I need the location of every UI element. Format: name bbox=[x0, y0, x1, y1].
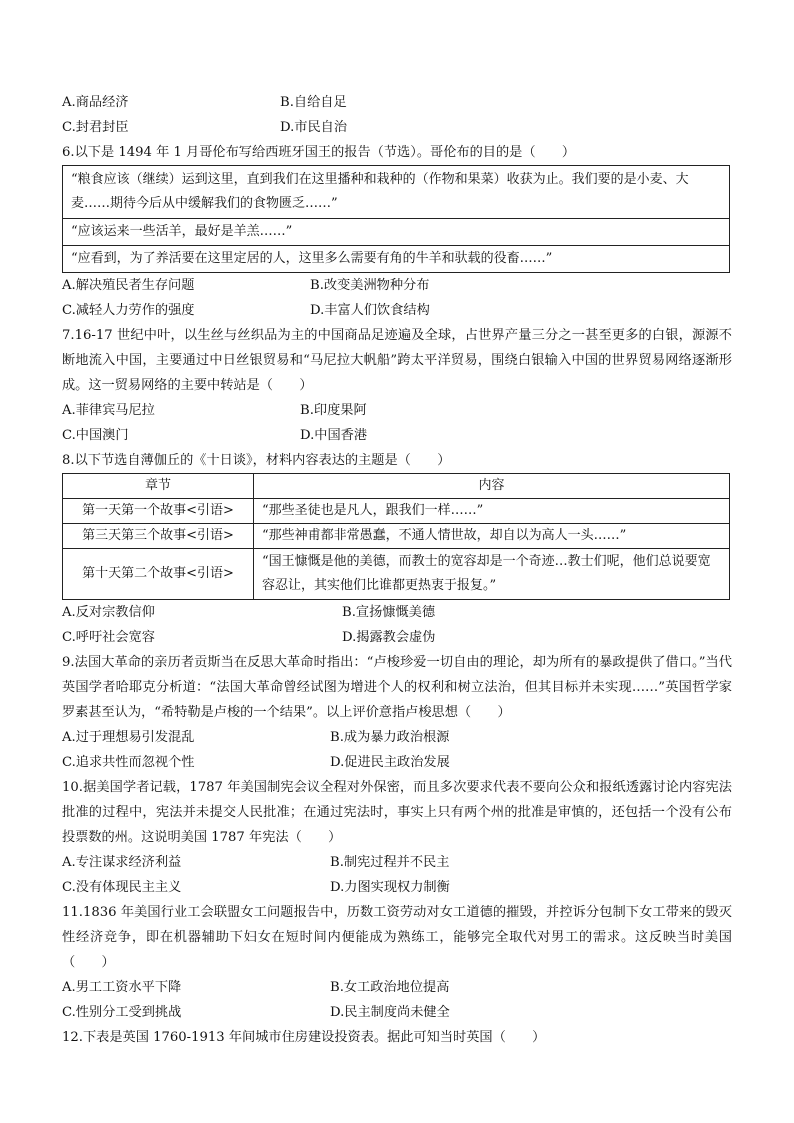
q6-option-d[interactable]: D.丰富人们饮食结构 bbox=[310, 303, 430, 318]
q11-option-b[interactable]: B.女工政治地位提高 bbox=[330, 980, 450, 995]
q10-option-d[interactable]: D.力图实现权力制衡 bbox=[330, 880, 450, 895]
q5-option-b[interactable]: B.自给自足 bbox=[280, 95, 347, 110]
q5-options-row2 bbox=[62, 115, 732, 140]
q8-options-row2 bbox=[62, 625, 732, 650]
q6-option-a[interactable]: A.解决殖民者生存问题 bbox=[62, 278, 195, 293]
q8-header-chapter: 章节 bbox=[63, 474, 254, 499]
q10-stem: 10.据美国学者记载，1787 年美国制宪会议全程对外保密，而且多次要求代表不要向公众和报纸透露讨论内容宪法批准的过程中，宪法并未提交人民批准；在通过宪法时，事实上只有两个州的批准是审慎的，还包括一个没有公布投票数的州。这说明美国 1787 年宪法（ ） bbox=[62, 780, 732, 845]
q9-option-a[interactable]: A.过于理想易引发混乱 bbox=[62, 730, 195, 745]
q11-stem: 11.1836 年美国行业工会联盟女工问题报告中，历数工资劳动对女工道德的摧毁，并控诉分包制下女工带来的毁灭性经济竞争，即在机器辅助下妇女在短时间内便能成为熟练工，能够完全取代对男工的需求。这反映当时美国（ ） bbox=[62, 905, 732, 970]
q6-source-row: “应该运来一些活羊，最好是羊羔……” bbox=[63, 219, 730, 246]
table-row bbox=[63, 549, 730, 600]
q10-option-b[interactable]: B.制宪过程并不民主 bbox=[330, 855, 450, 870]
q9-options-row2 bbox=[62, 750, 732, 775]
q7-option-d[interactable]: D.中国香港 bbox=[300, 428, 368, 443]
q8-option-b[interactable]: B.宣扬慷慨美德 bbox=[342, 605, 436, 620]
q10-option-c[interactable]: C.没有体现民主主义 bbox=[62, 880, 182, 895]
q8-option-d[interactable]: D.揭露教会虚伪 bbox=[342, 630, 436, 645]
q8-chapter-cell: 第十天第二个故事<引语> bbox=[63, 549, 254, 600]
q9-stem: 9.法国大革命的亲历者贡斯当在反思大革命时指出：“卢梭珍爱一切自由的理论，却为所有的暴政提供了借口。”当代英国学者哈耶克分析道：“法国大革命曾经试图为增进个人的权利和树立法治，但其目标并未实现……”英国哲学家罗素甚至认为，“希特勒是卢梭的一个结果”。以上评价意指卢梭思想（ ） bbox=[62, 655, 732, 720]
q10-options-row2 bbox=[62, 875, 732, 900]
q5-option-a[interactable]: A.商品经济 bbox=[62, 95, 129, 110]
q6-option-b[interactable]: B.改变美洲物种分布 bbox=[310, 278, 430, 293]
exam-page bbox=[62, 90, 732, 1050]
q8-option-c[interactable]: C.呼吁社会宽容 bbox=[62, 630, 155, 645]
q6-stem: 6.以下是 1494 年 1 月哥伦布写给西班牙国王的报告（节选）。哥伦布的目的是（ ） bbox=[62, 145, 576, 160]
q10-options-row1 bbox=[62, 850, 732, 875]
q7-options-row1 bbox=[62, 398, 732, 423]
q6-option-c[interactable]: C.减轻人力劳作的强度 bbox=[62, 303, 195, 318]
q5-option-c[interactable]: C.封君封臣 bbox=[62, 120, 129, 135]
q10-option-a[interactable]: A.专注谋求经济利益 bbox=[62, 855, 182, 870]
q11-option-d[interactable]: D.民主制度尚未健全 bbox=[330, 1005, 450, 1020]
q7-option-b[interactable]: B.印度果阿 bbox=[300, 403, 367, 418]
q9-options-row1 bbox=[62, 725, 732, 750]
q8-content-cell: “那些神甫都非常愚蠢，不通人情世故，却自以为高人一头……” bbox=[254, 524, 730, 549]
q8-content-cell: “国王慷慨是他的美德，而教士的宽容却是一个奇迹…教士们呢，他们总说要宽容忍让，其实他们比谁都更热衷于报复。” bbox=[254, 549, 730, 600]
q8-chapter-cell: 第一天第一个故事<引语> bbox=[63, 499, 254, 524]
q7-stem: 7.16-17 世纪中叶，以生丝与丝织品为主的中国商品足迹遍及全球，占世界产量三分之一甚至更多的白银，源源不断地流入中国，主要通过中日丝银贸易和“马尼拉大帆船”跨太平洋贸易，围绕白银输入中国的世界贸易网络逐渐形成。这一贸易网络的主要中转站是（ ） bbox=[62, 328, 732, 393]
q8-content-cell: “那些圣徒也是凡人，跟我们一样……” bbox=[254, 499, 730, 524]
q8-table-header bbox=[63, 474, 730, 499]
q8-chapter-cell: 第三天第三个故事<引语> bbox=[63, 524, 254, 549]
q7-option-a[interactable]: A.菲律宾马尼拉 bbox=[62, 403, 155, 418]
q11-option-a[interactable]: A.男工工资水平下降 bbox=[62, 980, 182, 995]
q6-options-row2 bbox=[62, 298, 732, 323]
q6-source-row: “应看到，为了养活要在这里定居的人，这里多么需要有角的牛羊和驮载的役畜……” bbox=[63, 246, 730, 273]
table-row bbox=[63, 524, 730, 549]
q8-options-row1 bbox=[62, 600, 732, 625]
q6-source-row: “粮食应该（继续）运到这里，直到我们在这里播种和栽种的（作物和果菜）收获为止。我们要的是小麦、大麦……期待今后从中缓解我们的食物匮乏……” bbox=[63, 166, 730, 219]
q11-option-c[interactable]: C.性别分工受到挑战 bbox=[62, 1005, 182, 1020]
table-row bbox=[63, 499, 730, 524]
q8-decameron-table bbox=[62, 473, 730, 600]
q5-option-d[interactable]: D.市民自治 bbox=[280, 120, 348, 135]
q12-stem: 12.下表是英国 1760-1913 年间城市住房建设投资表。据此可知当时英国（ ） bbox=[62, 1030, 546, 1045]
q8-option-a[interactable]: A.反对宗教信仰 bbox=[62, 605, 155, 620]
q9-option-b[interactable]: B.成为暴力政治根源 bbox=[330, 730, 450, 745]
q8-stem: 8.以下节选自薄伽丘的《十日谈》，材料内容表达的主题是（ ） bbox=[62, 453, 451, 468]
q8-header-content: 内容 bbox=[254, 474, 730, 499]
q11-options-row1 bbox=[62, 975, 732, 1000]
q5-options-row1 bbox=[62, 90, 732, 115]
q9-option-c[interactable]: C.追求共性而忽视个性 bbox=[62, 755, 195, 770]
q7-options-row2 bbox=[62, 423, 732, 448]
q7-option-c[interactable]: C.中国澳门 bbox=[62, 428, 129, 443]
q6-source-table bbox=[62, 165, 730, 273]
q6-options-row1 bbox=[62, 273, 732, 298]
q9-option-d[interactable]: D.促进民主政治发展 bbox=[330, 755, 450, 770]
q11-options-row2 bbox=[62, 1000, 732, 1025]
